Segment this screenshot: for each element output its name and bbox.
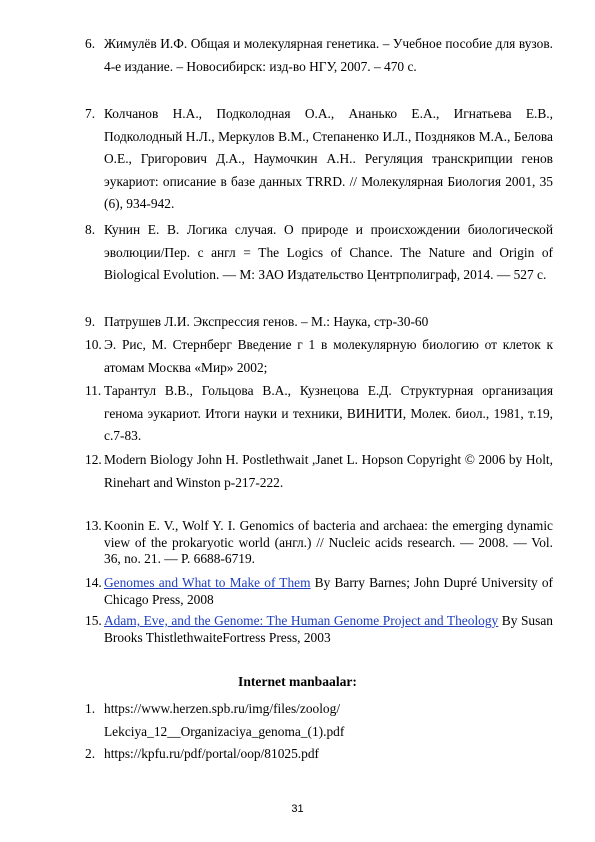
- reference-number: 8.: [85, 222, 96, 237]
- internet-source-item: [85, 698, 553, 743]
- reference-link[interactable]: Adam, Eve, and the Genome: The Human Genome Project and Theology: [104, 613, 499, 628]
- reference-text: Колчанов Н.А., Подколодная О.А., Ананько Е.А., Игнатьева Е.В., Подколодный Н.Л., Меркулов В.М., Степаненко И.Л., Поздняков М.А., Белова О.Е., Григорович Д.А., Наумочкин А.Н.. Регуляция транскрипции генов эукариот: описание в базе данных TRRD. // Молекулярная Биология 2001, 35 (6), 934-942.: [104, 106, 553, 212]
- internet-source-url: https://www.herzen.spb.ru/img/files/zoolog/: [104, 701, 341, 716]
- reference-item: [85, 103, 553, 216]
- reference-item: [85, 311, 553, 334]
- reference-number: 10.: [85, 337, 102, 352]
- reference-number: 11.: [85, 383, 102, 398]
- reference-text: Э. Рис, М. Стернберг Введение г 1 в молекулярную биологию от клеток к атомам Москва «Мир» 2002;: [104, 337, 553, 375]
- internet-source-url-continuation: Lekciya_12__Organizaciya_genoma_(1).pdf: [104, 723, 345, 739]
- reference-text: By Susan Brooks ThistlethwaiteFortress Press, 2003: [104, 613, 553, 645]
- internet-source-item: [85, 743, 553, 766]
- reference-text: Кунин Е. В. Логика случая. О природе и происхождении биологической эволюции/Пер. с англ = The Logics of Chance. The Nature and Origin of Biological Evolution. — М: ЗАО Издательство Центрполиграф, 2014. — 527 с.: [104, 222, 553, 283]
- reference-text: By Barry Barnes; John Dupré University of Chicago Press, 2008: [104, 575, 553, 607]
- reference-number: 12.: [85, 452, 102, 467]
- reference-text: Koonin E. V., Wolf Y. I. Genomics of bacteria and archaea: the emerging dynamic view of the prokaryotic world (англ.) // Nucleic acids research. — 2008. — Vol. 36, no. 21. — P. 6688-6719.: [104, 518, 553, 566]
- reference-item: [85, 449, 553, 494]
- reference-item: [85, 613, 553, 646]
- reference-text: Жимулёв И.Ф. Общая и молекулярная генетика. – Учебное пособие для вузов. 4-е издание. – Новосибирск: изд-во НГУ, 2007. – 470 с.: [104, 36, 553, 74]
- internet-source-url: https://kpfu.ru/pdf/portal/oop/81025.pdf: [104, 746, 319, 761]
- reference-item: [85, 219, 553, 287]
- reference-item: [85, 575, 553, 608]
- reference-number: 13.: [85, 518, 102, 533]
- internet-sources-heading: Internet manbaalar:: [238, 674, 357, 689]
- reference-number: 6.: [85, 36, 96, 51]
- page-number: 31: [291, 803, 304, 815]
- reference-item: [85, 380, 553, 448]
- reference-text: Патрушев Л.И. Экспрессия генов. – М.: Наука, стр-30-60: [104, 314, 429, 329]
- internet-source-number: 1.: [85, 701, 96, 716]
- reference-number: 15.: [85, 613, 102, 628]
- reference-number: 14.: [85, 575, 102, 590]
- reference-text: Тарантул В.В., Гольцова В.А., Кузнецова Е.Д. Структурная организация генома эукариот. Итоги науки и техники, ВИНИТИ, Молек. биол., 1981, т.19, с.7-83.: [104, 383, 553, 444]
- internet-source-number: 2.: [85, 746, 96, 761]
- reference-number: 7.: [85, 106, 96, 121]
- reference-item: [85, 518, 553, 568]
- reference-item: [85, 33, 553, 78]
- reference-item: [85, 334, 553, 379]
- reference-link[interactable]: Genomes and What to Make of Them: [104, 575, 311, 590]
- reference-number: 9.: [85, 314, 96, 329]
- reference-text: Modern Biology John H. Postlethwait ,Janet L. Hopson Copyright © 2006 by Holt, Rinehart and Winston p-217-222.: [104, 452, 553, 490]
